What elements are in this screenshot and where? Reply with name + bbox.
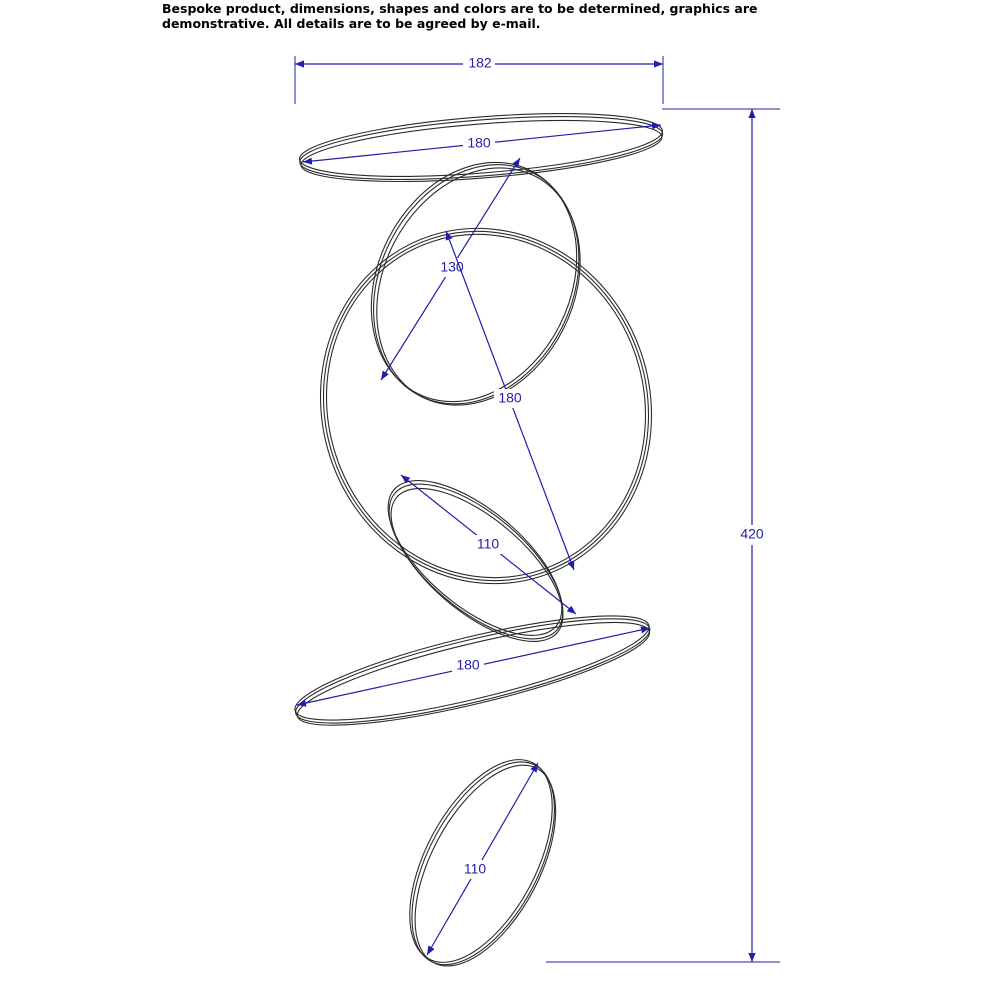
bottom-ring-label: 110 xyxy=(463,860,487,877)
upper-ring-dimension xyxy=(381,158,520,380)
lower-ring-label: 180 xyxy=(456,656,480,673)
width-label: 182 xyxy=(468,54,492,71)
big-ring xyxy=(275,185,698,627)
height-label: 420 xyxy=(740,525,764,542)
middle-ring-dimension xyxy=(401,475,576,614)
top-ring-dimension xyxy=(303,125,661,162)
middle-ring xyxy=(361,453,591,668)
disclaimer-line-2: demonstrative. All details are to be agreed by e-mail. xyxy=(162,16,541,31)
overall-height-dimension xyxy=(546,109,780,962)
overall-width-dimension xyxy=(295,54,663,104)
top-ring-label: 180 xyxy=(467,134,491,151)
big-ring-label: 180 xyxy=(498,389,522,406)
upper-ring-label: 130 xyxy=(440,258,464,275)
middle-ring-label: 110 xyxy=(476,535,500,552)
bottom-ring-dimension xyxy=(427,763,538,955)
disclaimer-line-1: Bespoke product, dimensions, shapes and colors are to be determined, graphics are xyxy=(162,1,758,16)
